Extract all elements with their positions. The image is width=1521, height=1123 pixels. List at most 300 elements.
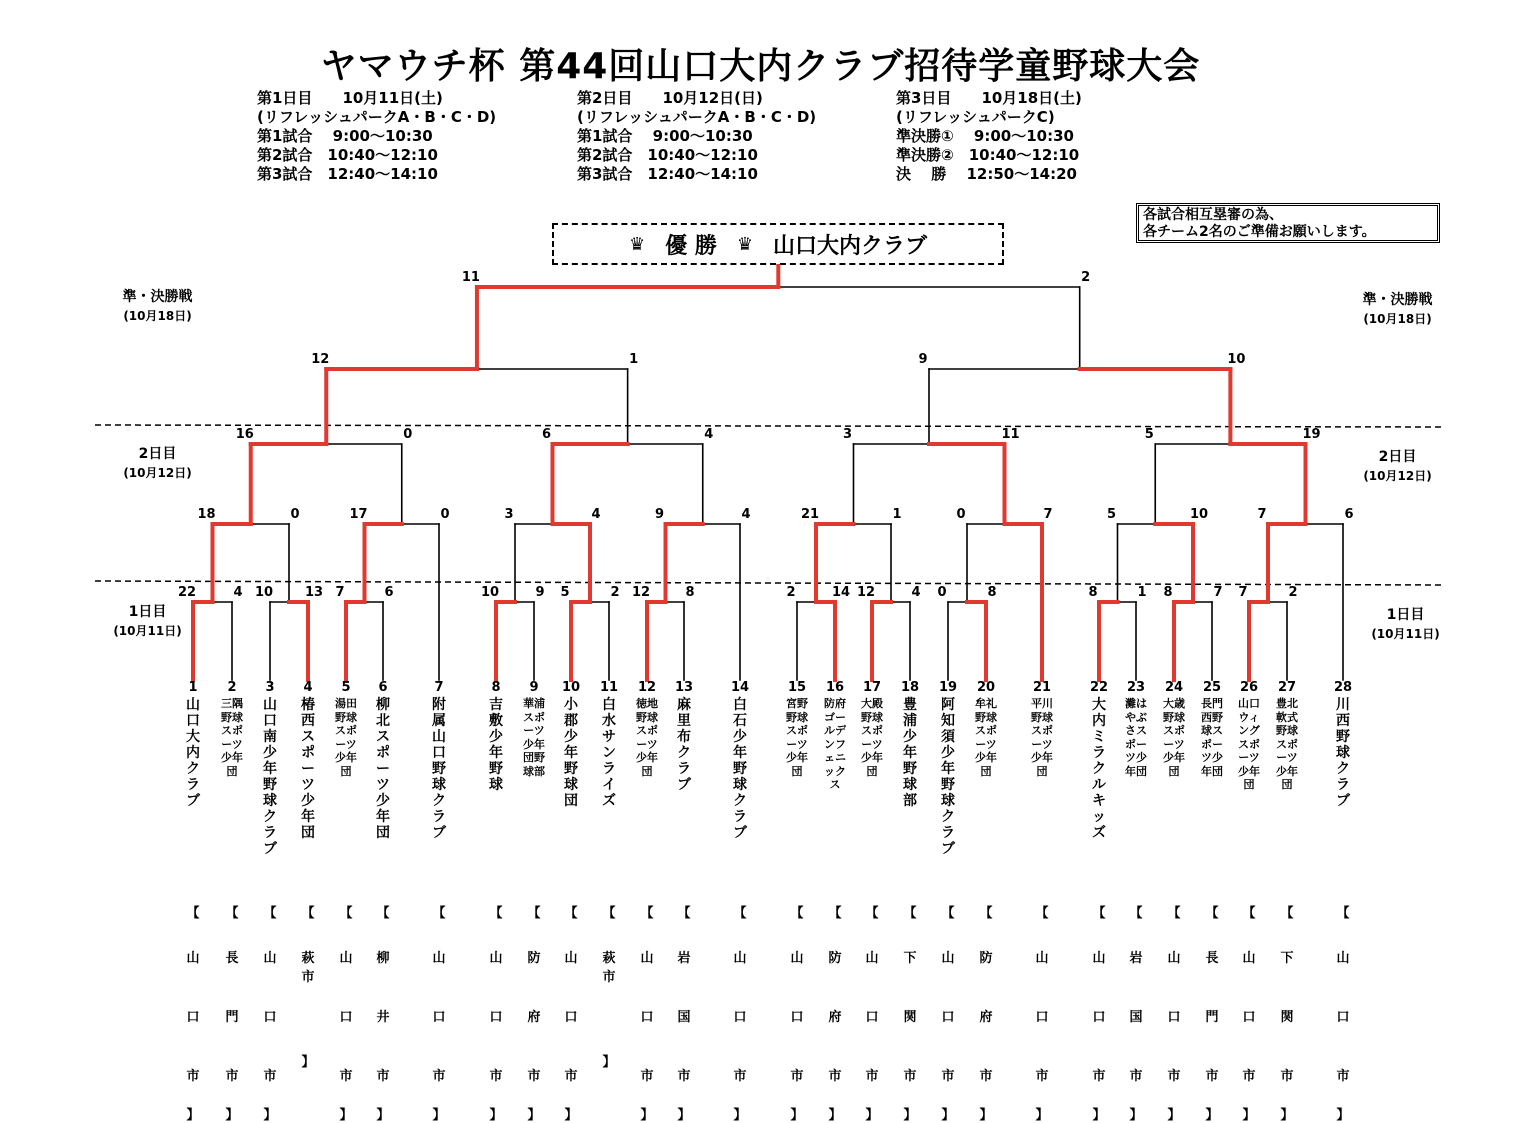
schedule-row: (リフレッシュパークA・B・C・D): [577, 108, 817, 126]
team-city: [785, 902, 809, 1123]
city-char: 】: [432, 1108, 446, 1123]
schedule-row: 第2試合 10:40～12:10: [577, 146, 758, 164]
city-char: 山: [432, 951, 446, 966]
score-label: 4: [911, 585, 921, 600]
team-entry: [728, 680, 752, 841]
schedule-row: 第3試合 12:40～14:10: [257, 165, 438, 183]
city-char: 市: [828, 1069, 842, 1084]
city-char: 】: [225, 1108, 239, 1123]
score-label: 4: [233, 585, 243, 600]
score-label: 8: [1088, 585, 1098, 600]
team-city: [1162, 902, 1186, 1123]
city-char: 】: [186, 1108, 200, 1123]
city-char: 【: [527, 906, 541, 921]
score-label: 9: [918, 352, 928, 367]
score-label: 7: [1238, 585, 1248, 600]
team-name: 華浦スポーツ少年団野球部: [523, 697, 545, 778]
team-entry: [1124, 680, 1148, 778]
city-char: 市: [602, 970, 616, 985]
team-name: 川西野球クラブ: [1336, 697, 1350, 809]
notice-line: 各試合相互塁審の為、: [1143, 207, 1283, 223]
city-char: 山: [790, 951, 804, 966]
round-label-text: 1日目: [128, 604, 167, 620]
team-name: 牟礼野球スポーツ少年団: [975, 697, 997, 778]
score-label: 16: [235, 427, 254, 442]
city-char: 】: [1167, 1108, 1181, 1123]
city-char: 市: [527, 1069, 541, 1084]
score-label: 11: [1001, 427, 1020, 442]
schedule-row: 第3試合 12:40～14:10: [577, 165, 758, 183]
team-number: 22: [1089, 680, 1109, 695]
city-char: 関: [1280, 1010, 1294, 1025]
score-label: 11: [461, 270, 480, 285]
city-char: 【: [1129, 906, 1143, 921]
score-label: 4: [704, 427, 714, 442]
team-name: 柳北スポーツ少年団: [376, 697, 390, 841]
team-city: [522, 902, 546, 1123]
team-number: 20: [976, 680, 996, 695]
team-number: 5: [341, 680, 351, 695]
team-entry: [427, 680, 451, 841]
city-char: 市: [1167, 1069, 1181, 1084]
schedule-row: 第1試合 9:00～10:30: [577, 127, 753, 145]
schedule-row: (リフレッシュパークC): [896, 108, 1055, 126]
score-label: 12: [311, 352, 330, 367]
city-char: 国: [677, 1010, 691, 1025]
team-city: [484, 902, 508, 1123]
city-char: 】: [602, 1055, 616, 1070]
city-char: 】: [979, 1108, 993, 1123]
day-divider: [95, 425, 1445, 427]
city-char: 【: [301, 906, 315, 921]
team-entry: [334, 680, 358, 778]
team-name: 平川野球スポーツ少年団: [1031, 697, 1053, 778]
team-entry: [1237, 680, 1261, 792]
team-number: 16: [825, 680, 845, 695]
score-label: 0: [403, 427, 413, 442]
city-char: 関: [903, 1010, 917, 1025]
round-label-text: 2日目: [138, 446, 177, 462]
team-city: [728, 902, 752, 1123]
city-char: 市: [564, 1069, 578, 1084]
city-char: 山: [263, 951, 277, 966]
city-char: 【: [1242, 906, 1256, 921]
team-name: 阿知須少年野球クラブ: [941, 697, 955, 857]
team-entry: [1087, 680, 1111, 841]
team-entry: [296, 680, 320, 841]
team-entry: [898, 680, 922, 809]
city-char: 山: [865, 951, 879, 966]
team-entry: [785, 680, 809, 778]
city-char: 【: [1035, 906, 1049, 921]
team-number: 17: [862, 680, 882, 695]
city-char: 口: [640, 1010, 654, 1025]
score-label: 13: [304, 585, 324, 600]
team-name: 宮野野球スポーツ少年団: [786, 697, 808, 778]
city-char: 【: [640, 906, 654, 921]
city-char: 】: [1205, 1108, 1219, 1123]
champion-label: 優 勝: [665, 233, 717, 259]
round-label-date: (10月12日): [123, 466, 192, 480]
schedule-row: 準決勝② 10:40～12:10: [896, 146, 1080, 164]
city-char: 防: [828, 951, 842, 966]
city-char: 市: [1280, 1069, 1294, 1084]
team-city: [334, 902, 358, 1123]
team-city: [635, 902, 659, 1123]
score-label: 4: [741, 507, 751, 522]
round-label-text: 2日目: [1378, 449, 1417, 465]
city-char: 市: [1129, 1069, 1143, 1084]
team-entry: [1030, 680, 1054, 778]
score-label: 7: [335, 585, 345, 600]
city-char: 】: [865, 1108, 879, 1123]
team-name: 三隅野球スポーツ少年団: [221, 697, 243, 778]
team-number: 18: [900, 680, 920, 695]
city-char: 【: [941, 906, 955, 921]
city-char: 市: [376, 1069, 390, 1084]
city-char: 萩: [301, 951, 315, 966]
score-label: 22: [177, 585, 197, 600]
team-number: 14: [730, 680, 750, 695]
team-entry: [936, 680, 960, 857]
score-label: 10: [254, 585, 274, 600]
team-entry: [1331, 680, 1355, 809]
score-label: 7: [1213, 585, 1223, 600]
city-char: 市: [903, 1069, 917, 1084]
city-char: 市: [225, 1069, 239, 1084]
team-entry: [484, 680, 508, 793]
city-char: 】: [903, 1108, 917, 1123]
team-city: [1200, 902, 1224, 1123]
team-entry: [1162, 680, 1186, 778]
city-char: 口: [790, 1010, 804, 1025]
team-name: 長門西野球スポーツ少年団: [1201, 697, 1223, 778]
team-entry: [258, 680, 282, 857]
team-city: [427, 902, 451, 1123]
team-name: 大殿野球スポーツ少年団: [861, 697, 883, 778]
team-name: 吉敷少年野球: [489, 697, 503, 793]
team-entry: [559, 680, 583, 809]
team-entry: [371, 680, 395, 841]
city-char: 口: [564, 1010, 578, 1025]
team-number: 28: [1333, 680, 1353, 695]
city-char: 山: [1336, 951, 1350, 966]
city-char: 門: [1205, 1010, 1219, 1025]
city-char: 】: [527, 1108, 541, 1123]
team-city: [823, 902, 847, 1123]
team-number: 19: [938, 680, 958, 695]
team-name: 山口ウィングスポーツ少年団: [1238, 697, 1260, 791]
round-label-date: (10月12日): [1363, 469, 1432, 483]
team-city: [974, 902, 998, 1123]
team-name: 灘はやぶさスポーツ少年団: [1125, 697, 1147, 778]
city-char: 山: [733, 951, 747, 966]
city-char: 【: [489, 906, 503, 921]
team-city: [1331, 902, 1355, 1123]
score-label: 8: [987, 585, 997, 600]
city-char: 府: [979, 1010, 993, 1025]
city-char: 【: [1205, 906, 1219, 921]
city-char: 府: [828, 1010, 842, 1025]
schedule-row: 決 勝 12:50～14:20: [896, 165, 1077, 183]
score-label: 19: [1302, 427, 1321, 442]
city-char: 長: [1205, 951, 1219, 966]
score-label: 0: [290, 507, 300, 522]
team-name: 湯田野球スポーツ少年団: [335, 697, 357, 778]
city-char: 【: [790, 906, 804, 921]
team-city: [296, 902, 320, 1070]
city-char: 口: [1167, 1010, 1181, 1025]
team-entry: [860, 680, 884, 778]
city-char: 【: [979, 906, 993, 921]
score-label: 4: [591, 507, 601, 522]
team-name: 徳地野球スポーツ少年団: [636, 697, 658, 778]
city-char: 【: [263, 906, 277, 921]
city-char: 国: [1129, 1010, 1143, 1025]
city-char: 柳: [376, 951, 390, 966]
team-name: 豊浦少年野球部: [903, 697, 917, 809]
city-char: 【: [865, 906, 879, 921]
city-char: 府: [527, 1010, 541, 1025]
city-char: 防: [979, 951, 993, 966]
score-label: 10: [1227, 352, 1246, 367]
team-number: 10: [561, 680, 581, 695]
team-number: 3: [265, 680, 275, 695]
crown-icon: ♛: [629, 233, 646, 255]
city-char: 【: [733, 906, 747, 921]
city-char: 【: [1336, 906, 1350, 921]
city-char: 口: [1336, 1010, 1350, 1025]
score-label: 7: [1257, 507, 1267, 522]
score-label: 3: [842, 427, 853, 442]
city-char: 】: [1336, 1108, 1350, 1123]
city-char: 市: [979, 1069, 993, 1084]
score-label: 14: [831, 585, 851, 600]
city-char: 萩: [602, 951, 616, 966]
crown-icon: ♛: [736, 233, 753, 255]
round-label-date: (10月11日): [1371, 627, 1440, 641]
team-name: 豊北軟式野球スポーツ少年団: [1276, 697, 1298, 791]
city-char: 】: [828, 1108, 842, 1123]
score-label: 12: [631, 585, 651, 600]
team-name: 小郡少年野球団: [564, 697, 578, 809]
score-label: 0: [956, 507, 966, 522]
team-city: [1030, 902, 1054, 1123]
city-char: 市: [733, 1069, 747, 1084]
score-label: 1: [892, 507, 902, 522]
team-number: 25: [1202, 680, 1222, 695]
city-char: 市: [865, 1069, 879, 1084]
city-char: 市: [941, 1069, 955, 1084]
city-char: 山: [186, 951, 200, 966]
city-char: 口: [1092, 1010, 1106, 1025]
city-char: 】: [1242, 1108, 1256, 1123]
team-number: 8: [491, 680, 501, 695]
team-city: [1087, 902, 1111, 1123]
round-label-date: (10月18日): [1363, 312, 1432, 326]
city-char: 山: [489, 951, 503, 966]
score-label: 1: [629, 352, 639, 367]
round-label-date: (10月11日): [113, 624, 182, 638]
city-char: 【: [339, 906, 353, 921]
city-char: 口: [865, 1010, 879, 1025]
city-char: 】: [677, 1108, 691, 1123]
city-char: 口: [1035, 1010, 1049, 1025]
team-number: 23: [1126, 680, 1146, 695]
team-city: [1237, 902, 1261, 1123]
score-label: 0: [440, 507, 450, 522]
city-char: 【: [1167, 906, 1181, 921]
team-number: 11: [599, 680, 619, 695]
team-entry: [220, 680, 244, 778]
city-char: 【: [225, 906, 239, 921]
schedule-row: 第1試合 9:00～10:30: [257, 127, 433, 145]
city-char: 市: [1242, 1069, 1256, 1084]
team-city: [898, 902, 922, 1123]
team-entry: [1275, 680, 1299, 792]
city-char: 口: [432, 1010, 446, 1025]
city-char: 市: [301, 970, 315, 985]
city-char: 口: [489, 1010, 503, 1025]
notice-line: 各チーム2名のご準備お願いします。: [1143, 224, 1376, 240]
team-number: 21: [1032, 680, 1052, 695]
team-number: 24: [1164, 680, 1184, 695]
city-char: 【: [1092, 906, 1106, 921]
city-char: 市: [790, 1069, 804, 1084]
city-char: 【: [376, 906, 390, 921]
team-entry: [974, 680, 998, 778]
schedule-row: 準決勝① 9:00～10:30: [896, 127, 1074, 145]
score-label: 5: [1144, 427, 1154, 442]
city-char: 防: [527, 951, 541, 966]
city-char: 市: [1336, 1069, 1350, 1084]
round-label-text: 準・決勝戦: [122, 289, 193, 305]
score-label: 18: [197, 507, 216, 522]
city-char: 山: [1242, 951, 1256, 966]
team-city: [672, 902, 696, 1123]
team-city: [597, 902, 621, 1070]
city-char: 】: [564, 1108, 578, 1123]
city-char: 下: [903, 951, 917, 966]
score-label: 9: [654, 507, 665, 522]
schedule-row: 第2試合 10:40～12:10: [257, 146, 438, 164]
city-char: 】: [1035, 1108, 1049, 1123]
city-char: 井: [376, 1010, 390, 1025]
city-char: 口: [941, 1010, 955, 1025]
city-char: 口: [733, 1010, 747, 1025]
team-number: 13: [674, 680, 694, 695]
city-char: 山: [1092, 951, 1106, 966]
score-label: 12: [856, 585, 876, 600]
schedule-row: 第2日目 10月12日(日): [577, 89, 763, 107]
team-city: [220, 902, 244, 1123]
team-city: [181, 902, 205, 1123]
champion-team: 山口大内クラブ: [772, 233, 927, 259]
schedule-row: 第1日目 10月11日(土): [257, 89, 443, 107]
score-label: 10: [1189, 507, 1209, 522]
city-char: 市: [339, 1069, 353, 1084]
city-char: 【: [677, 906, 691, 921]
city-char: 】: [301, 1055, 315, 1070]
city-char: 口: [263, 1010, 277, 1025]
team-city: [860, 902, 884, 1123]
score-label: 6: [1344, 507, 1354, 522]
city-char: 市: [677, 1069, 691, 1084]
team-number: 6: [378, 680, 388, 695]
team-entry: [635, 680, 659, 778]
score-label: 1: [1137, 585, 1147, 600]
team-name: 防府ゴールデンフェニックス: [824, 697, 846, 791]
team-name: 麻里布クラブ: [677, 697, 691, 793]
city-char: 】: [1092, 1108, 1106, 1123]
score-label: 2: [1081, 270, 1091, 285]
team-number: 26: [1239, 680, 1259, 695]
score-label: 9: [535, 585, 545, 600]
city-char: 市: [640, 1069, 654, 1084]
city-char: 岩: [1129, 951, 1143, 966]
city-char: 山: [1167, 951, 1181, 966]
city-char: 】: [640, 1108, 654, 1123]
city-char: 口: [186, 1010, 200, 1025]
round-label-date: (10月18日): [123, 309, 192, 323]
city-char: 【: [564, 906, 578, 921]
score-label: 3: [504, 507, 514, 522]
team-entry: [597, 680, 621, 809]
city-char: 山: [941, 951, 955, 966]
team-name: 大内ミラクルキッズ: [1092, 697, 1106, 841]
score-label: 2: [610, 585, 620, 600]
city-char: 山: [339, 951, 353, 966]
city-char: 市: [186, 1069, 200, 1084]
team-name: 白水サンライズ: [602, 697, 616, 809]
team-city: [371, 902, 395, 1123]
city-char: 市: [1092, 1069, 1106, 1084]
score-label: 2: [1288, 585, 1298, 600]
city-char: 下: [1280, 951, 1294, 966]
team-entry: [672, 680, 696, 793]
score-label: 6: [541, 427, 552, 442]
city-char: 市: [263, 1069, 277, 1084]
city-char: 口: [1242, 1010, 1256, 1025]
team-number: 1: [188, 680, 198, 695]
team-number: 9: [529, 680, 539, 695]
team-name: 附属山口野球クラブ: [432, 697, 446, 841]
score-label: 5: [560, 585, 570, 600]
score-label: 6: [384, 585, 394, 600]
score-label: 5: [1106, 507, 1117, 522]
city-char: 【: [432, 906, 446, 921]
city-char: 山: [1035, 951, 1049, 966]
team-city: [559, 902, 583, 1123]
score-label: 8: [685, 585, 695, 600]
page-title: ヤマウチ杯 第44回山口大内クラブ招待学童野球大会: [320, 46, 1201, 87]
city-char: 】: [376, 1108, 390, 1123]
team-number: 12: [637, 680, 657, 695]
city-char: 市: [489, 1069, 503, 1084]
city-char: 】: [733, 1108, 747, 1123]
team-name: 山口大内クラブ: [186, 697, 200, 809]
city-char: 【: [903, 906, 917, 921]
team-city: [1124, 902, 1148, 1123]
team-name: 白石少年野球クラブ: [733, 697, 747, 841]
team-number: 2: [227, 680, 237, 695]
city-char: 岩: [677, 951, 691, 966]
city-char: 市: [432, 1069, 446, 1084]
team-entry: [1200, 680, 1224, 778]
city-char: 】: [339, 1108, 353, 1123]
team-number: 7: [434, 680, 444, 695]
city-char: 】: [790, 1108, 804, 1123]
